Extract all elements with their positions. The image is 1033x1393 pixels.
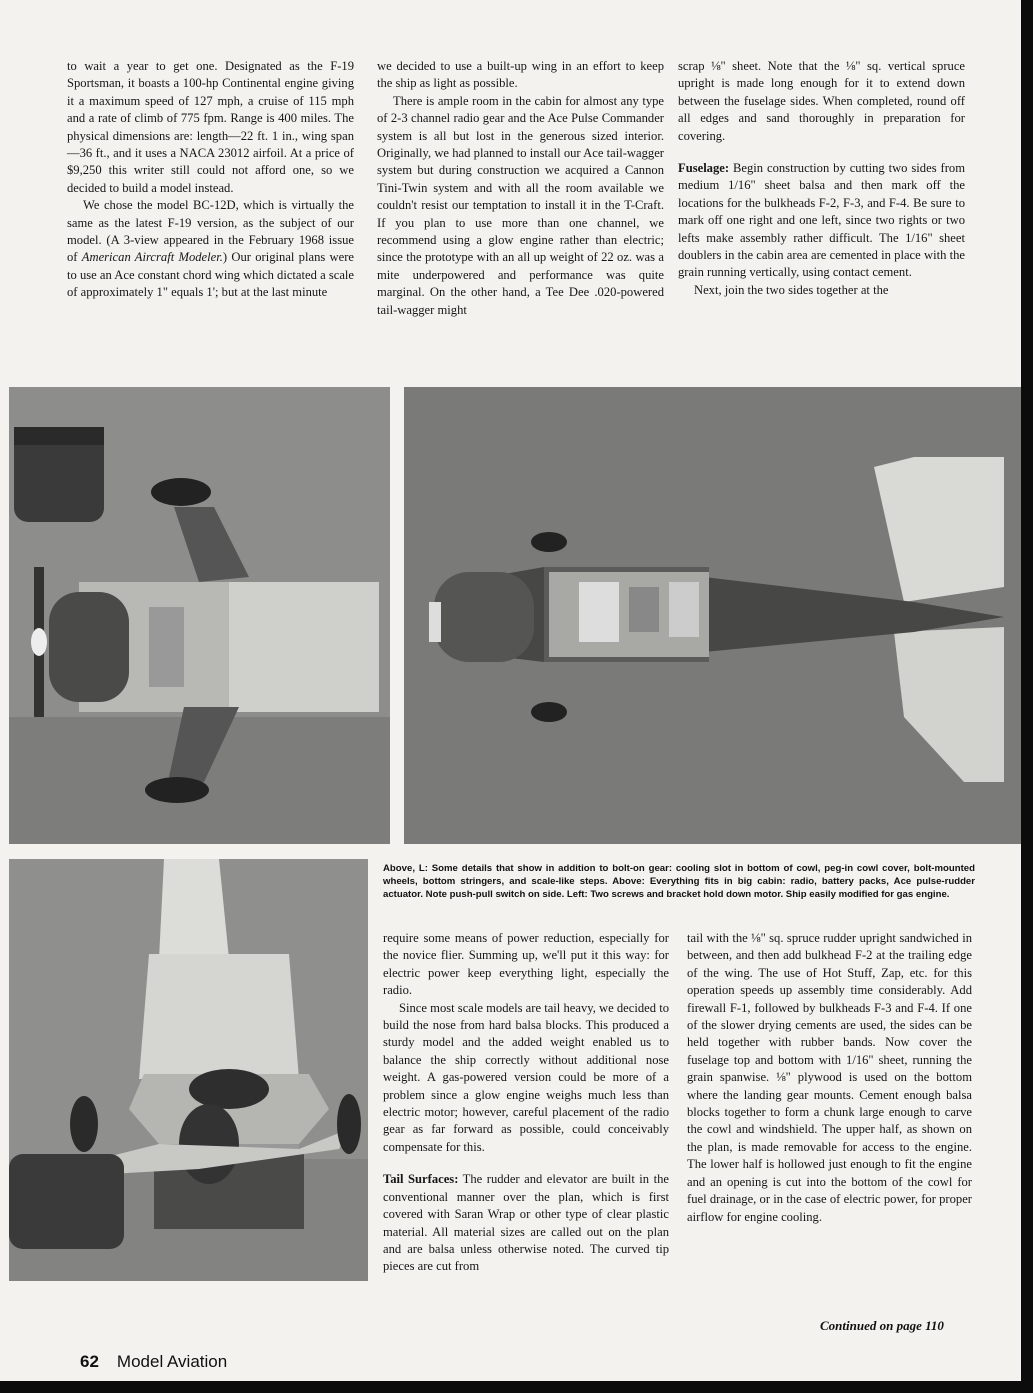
photo-graphic <box>9 859 368 1281</box>
column-top-middle <box>377 58 664 319</box>
paragraph: to wait a year to get one. Designated as the F-19 Sportsman, it boasts a 100-hp Continental engine giving it a maximum speed of 127 mph, a cruise of 115 mph and a rate of climb of 775 fpm. Range is 400 miles. The physical dimensions are: length—22 ft. 1 in., wing span—36 ft., and it uses a NACA 23012 airfoil. At a price of $9,250 this writer still could not afford one, so we decided to build a model instead. <box>67 59 354 195</box>
photo-underside-detail <box>9 387 390 844</box>
photo-model-cabin-view <box>404 387 1021 844</box>
continued-note: Continued on page 110 <box>820 1318 944 1333</box>
section-heading: Tail Surfaces: <box>383 1172 459 1187</box>
paragraph: There is ample room in the cabin for almost any type of 2-3 channel radio gear and the Ace Pulse Commander system is all but lost in the generous sized interior. Originally, we had planned to install our Ace tail-wagger system but during construction we acquired a Cannon Tini-Twin system and with all the room available we couldn't resist our temptation to install it in the T-Craft. If you plan to use more than one channel, we recommend using a glow engine rather than electric; since the prototype with an all up weight of 22 oz. was a mite underpowered and performance was quite marginal. On the other hand, a Tee Dee .020-powered tail-wagger might <box>377 93 664 317</box>
paragraph: Tail Surfaces: The rudder and elevator are built in the conventional manner over the plan, which is first covered with Saran Wrap or other type of clear plastic material. All material sizes are called out on the plan and are balsa unless otherwise noted. The curved tip pieces are cut from <box>383 1172 669 1274</box>
photo-graphic <box>404 387 1021 844</box>
paragraph: Fuselage: Begin construction by cutting two sides from medium 1/16" sheet balsa and then mark off the locations for the bulkheads F-2, F-3, and F-4. Be sure to mark off one right and one left, since two rights or two lefts make assembly rather difficult. The 1/16" sheet doublers in the cabin area are cemented in place with the grain running vertically, using contact cement. <box>678 161 965 280</box>
photo-caption: Above, L: Some details that show in addition to bolt-on gear: cooling slot in bottom of cowl, peg-in cowl cover, bolt-mounted wheels, bottom stringers, and scale-like steps. Above: Everything fits in big cabin: radio, battery packs, Ace pulse-rudder actuator. Note push-pull switch on side. Left: Two screws and bracket hold down motor. Ship easily modified for gas engine. <box>383 863 975 901</box>
paragraph: require some means of power reduction, especially for the novice flier. Summing up, we'll put it this way: for electric power keep everything light, especially the radio. <box>383 931 669 998</box>
column-bottom-middle <box>383 930 669 1276</box>
paragraph: We chose the model BC-12D, which is virtually the same as the latest F-19 version, as the subject of our model. (A 3-view appeared in the February 1968 issue of American Aircraft Modeler.) Our original plans were to use an Ace constant chord wing which dictated a scale of approximately 1" equals 1'; but at the last minute <box>67 198 355 300</box>
page-footer <box>80 1352 227 1372</box>
magazine-title: Model Aviation <box>116 1352 228 1371</box>
column-top-right <box>678 58 965 299</box>
paragraph: we decided to use a built-up wing in an effort to keep the ship as light as possible. <box>377 59 664 91</box>
paragraph: Since most scale models are tail heavy, we decided to build the nose from hard balsa blocks. This produced a sturdy model and the added weight enabled us to balance the ship correctly without additional nose weight. A gas-powered version could be more of a problem since a glow engine weighs much less than electric motor; however, careful placement of the radio gear as far forward as possible, could conceivably compensate for this. <box>383 1000 669 1154</box>
column-bottom-right <box>687 930 972 1226</box>
column-top-left <box>67 58 354 302</box>
paragraph: scrap ⅛" sheet. Note that the ⅛" sq. vertical spruce upright is made long enough for it to extend down between the fuselage sides. When completed, round off all edges and sand thoroughly in preparation for covering. <box>678 59 965 143</box>
section-heading: Fuselage: <box>678 161 730 176</box>
photo-motor-mount <box>9 859 368 1281</box>
page-number: 62 <box>80 1352 99 1371</box>
paragraph: Next, join the two sides together at the <box>694 282 889 297</box>
photo-graphic <box>9 387 390 844</box>
paragraph: tail with the ⅛" sq. spruce rudder upright sandwiched in between, and then add bulkhead F-2 at the trailing edge of the wing. The use of Hot Stuff, Zap, etc. for this operation speeds up assembly time considerably. Add firewall F-1, followed by bulkheads F-3 and F-4. If one of the slower drying cements are used, the sides can be held together with rubber bands. Now cover the fuselage top and bottom with 1/16" sheet, running the grain spanwise. ⅛" plywood is used on the bottom where the landing gear mounts. Cement enough balsa blocks together to form a chunk large enough to carve the cowl and windshield. The upper half, as shown on the plan, is made removable for access to the engine. The lower half is hollowed just enough to fit the engine and an opening is cut into the bottom of the cowl for fuel drainage, or in the case of electric power, for proper airflow for engine cooling. <box>687 931 972 1224</box>
